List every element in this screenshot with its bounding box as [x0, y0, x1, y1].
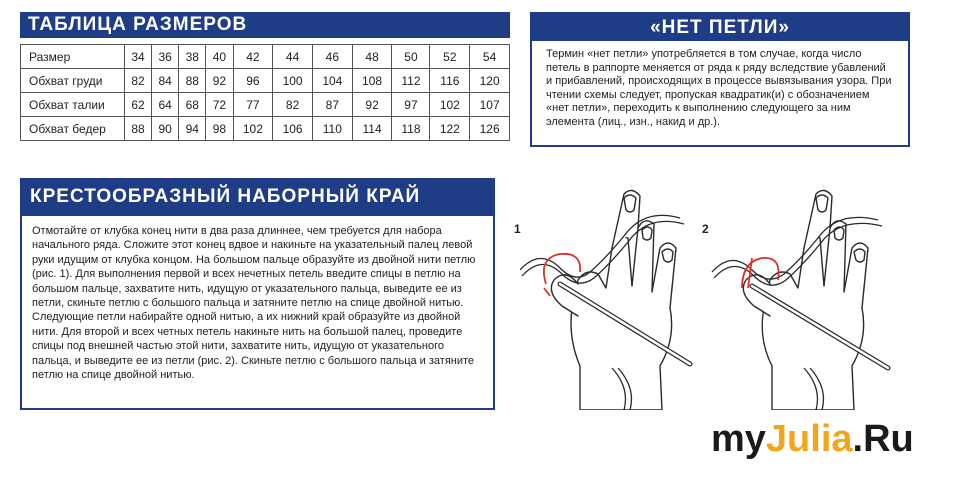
table-cell: 82 — [125, 69, 152, 93]
row-label: Размер — [21, 45, 125, 69]
table-cell: 54 — [470, 45, 510, 69]
cast-on-panel — [20, 178, 908, 410]
table-cell: 64 — [152, 93, 179, 117]
table-cell: 90 — [152, 117, 179, 141]
table-cell: 114 — [352, 117, 392, 141]
cast-on-text-box — [20, 216, 495, 410]
table-cell: 72 — [206, 93, 233, 117]
table-cell: 34 — [125, 45, 152, 69]
table-cell: 120 — [470, 69, 510, 93]
table-cell: 87 — [312, 93, 352, 117]
table-row — [21, 117, 510, 141]
table-cell: 108 — [352, 69, 392, 93]
table-cell: 102 — [233, 117, 273, 141]
hand-illustration-2 — [708, 188, 898, 410]
table-cell: 68 — [179, 93, 206, 117]
table-cell: 38 — [179, 45, 206, 69]
no-loop-panel — [530, 12, 910, 147]
watermark-part-2: Julia — [765, 418, 853, 460]
table-row — [21, 45, 510, 69]
table-cell: 77 — [233, 93, 273, 117]
table-cell: 40 — [206, 45, 233, 69]
table-cell: 44 — [273, 45, 313, 69]
table-cell: 116 — [430, 69, 470, 93]
table-cell: 52 — [430, 45, 470, 69]
hand-illustration-1 — [520, 188, 700, 410]
table-cell: 82 — [273, 93, 313, 117]
row-label: Обхват бедер — [21, 117, 125, 141]
table-cell: 62 — [125, 93, 152, 117]
table-cell: 102 — [430, 93, 470, 117]
table-cell: 48 — [352, 45, 392, 69]
size-table-panel — [20, 12, 510, 146]
table-cell: 104 — [312, 69, 352, 93]
table-cell: 96 — [233, 69, 273, 93]
no-loop-title: «НЕТ ПЕТЛИ» — [532, 14, 908, 41]
table-cell: 100 — [273, 69, 313, 93]
table-cell: 122 — [430, 117, 470, 141]
watermark-part-3: .Ru — [852, 418, 914, 460]
table-cell: 118 — [392, 117, 430, 141]
table-cell: 84 — [152, 69, 179, 93]
size-table-title: ТАБЛИЦА РАЗМЕРОВ — [20, 12, 510, 38]
row-label: Обхват груди — [21, 69, 125, 93]
row-label: Обхват талии — [21, 93, 125, 117]
table-cell: 50 — [392, 45, 430, 69]
table-cell: 126 — [470, 117, 510, 141]
size-table — [20, 44, 510, 141]
table-cell: 112 — [392, 69, 430, 93]
table-row — [21, 93, 510, 117]
figure-2-label: 2 — [702, 222, 709, 236]
figure-1-label: 1 — [514, 222, 521, 236]
table-cell: 98 — [206, 117, 233, 141]
table-row — [21, 69, 510, 93]
watermark-part-1: my — [711, 418, 766, 460]
table-cell: 92 — [206, 69, 233, 93]
table-cell: 107 — [470, 93, 510, 117]
table-cell: 46 — [312, 45, 352, 69]
cast-on-text: Отмотайте от клубка конец нити в два раза длиннее, чем требуется для набора начального ряда. Сложите этот конец вдвое и накиньте на указательный палец левой руки идущим от клубка концом. На большом пальце образуйте из двойной нити петлю (рис. 1). Для выполнения первой и всех нечетных петель введите спицы в петлю на большом пальце, захватите нить, идущую от указательного пальца, выведите ее из петли, скиньте петлю с большого пальца и затяните петлю на спице двойной нитью. Следующие петли набирайте одной нитью, а их нижний край образуйте из двойной нити. Для второй и всех четных петель накиньте нить на большой палец, проведите спицы под внешней частью этой нити, захватите нить, идущую от указательного пальца, и выведите ее из петли (рис. 2). Скиньте петлю с большого пальца и затяните петлю на спице двойной нитью. — [32, 225, 476, 382]
table-cell: 110 — [312, 117, 352, 141]
no-loop-text: Термин «нет петли» употребляется в том случае, когда число петель в раппорте меняется от ряда к ряду вследствие убавлений и прибавлений, происходящих в процессе вывязывания узора. При чтении схемы следует, пропуская квадратик(и) с обозначением «нет петли», переходить к выполнению следующего за ним элемента (лиц., изн., накид и др.). — [546, 48, 892, 128]
watermark-logo — [711, 418, 914, 461]
table-cell: 92 — [352, 93, 392, 117]
table-cell: 97 — [392, 93, 430, 117]
table-cell: 42 — [233, 45, 273, 69]
table-cell: 94 — [179, 117, 206, 141]
table-cell: 36 — [152, 45, 179, 69]
table-cell: 88 — [125, 117, 152, 141]
table-cell: 88 — [179, 69, 206, 93]
table-cell: 106 — [273, 117, 313, 141]
cast-on-title: КРЕСТООБРАЗНЫЙ НАБОРНЫЙ КРАЙ — [20, 178, 495, 216]
